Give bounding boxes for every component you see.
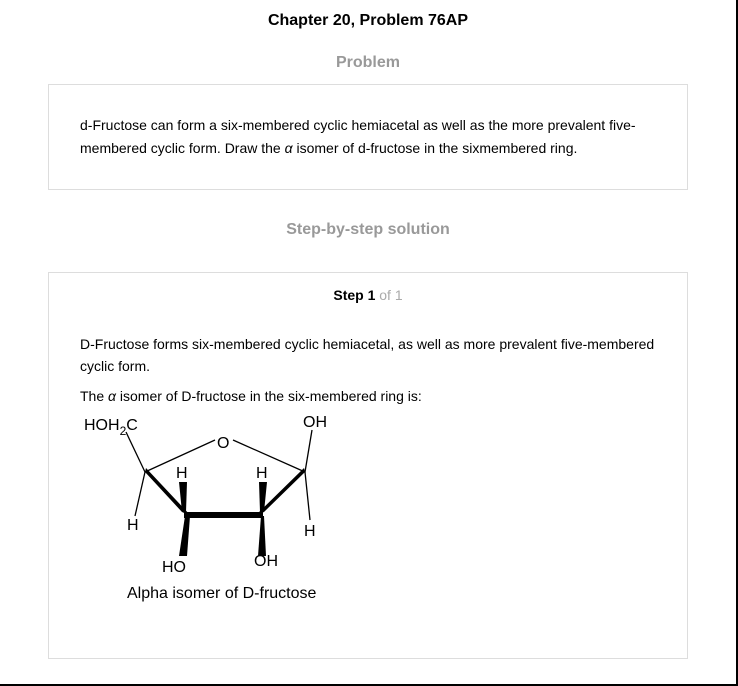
problem-text-part1: d-Fructose can form a six-membered cyclic hemiacetal as well as the more prevalent five-membered cyclic form. Draw the <box>80 117 636 156</box>
step-total: of 1 <box>379 287 403 303</box>
solution-paragraph-2 <box>80 385 670 407</box>
step-number: Step 1 <box>333 287 376 303</box>
solution-heading: Step-by-step solution <box>286 221 450 238</box>
step-label <box>49 287 687 303</box>
wedge-c4-oh <box>258 516 266 556</box>
solution-paragraph-2-part2: isomer of D-fructose in the six-membered ring is: <box>116 388 422 404</box>
bond-c5-h <box>305 472 310 520</box>
fructose-structure-diagram <box>78 406 358 606</box>
solution-paragraph-2-part1: The <box>80 388 109 404</box>
problem-alpha-symbol: α <box>284 140 293 156</box>
ring-bond-o-c5 <box>233 440 305 472</box>
chapter-title: Chapter 20, Problem 76AP <box>267 12 469 29</box>
label-oh-top: OH <box>303 414 327 431</box>
problem-text-part2: isomer of d-fructose in the sixmembered ring. <box>292 140 578 156</box>
label-oh-c4: OH <box>254 553 278 570</box>
structure-caption: Alpha isomer of D-fructose <box>127 585 317 602</box>
label-ho-c3: HO <box>162 559 186 576</box>
solution-alpha-symbol: α <box>108 388 116 404</box>
bond-c2-ch2oh <box>126 432 145 472</box>
label-h-c2-down: H <box>127 517 139 534</box>
bond-c5-oh <box>305 430 312 472</box>
bond-c2-h <box>135 472 145 516</box>
label-h-c3-up: H <box>176 465 188 482</box>
problem-heading: Problem <box>335 54 400 71</box>
label-h-c4-up: H <box>256 465 268 482</box>
solution-paragraph-1: D-Fructose forms six-membered cyclic hemiacetal, as well as more prevalent five-membered cyclic form. <box>80 336 655 374</box>
label-ring-oxygen: O <box>217 435 230 452</box>
label-h-c5-down: H <box>304 523 316 540</box>
wedge-c3-ho <box>179 516 190 556</box>
problem-text <box>80 114 670 160</box>
problem-box <box>48 84 688 190</box>
label-hoh2c: $HOH_2C$ <box>84 417 138 438</box>
